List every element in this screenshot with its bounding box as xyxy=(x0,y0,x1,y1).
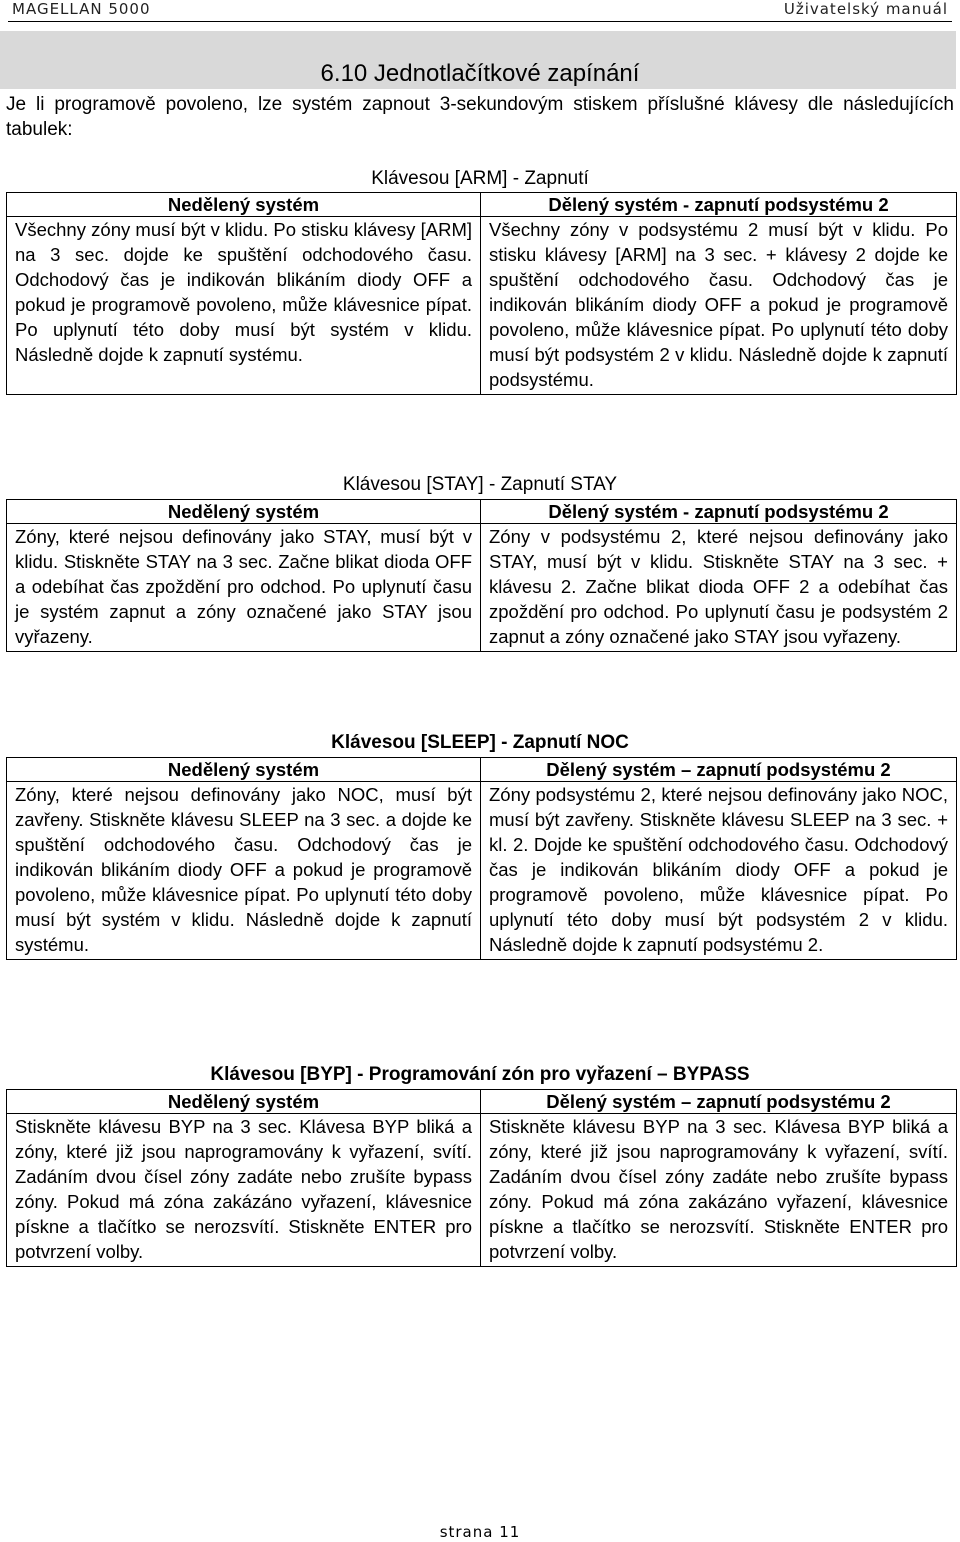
undivided-description: Zóny, které nejsou definovány jako STAY, musí být v klidu. Stiskněte STAY na 3 sec. Začne blikat dioda OFF a odebíhat čas zpoždění pro odchod. Po uplynutí času je systém zapnut a zóny označené jako STAY jsou vyřazeny. xyxy=(7,524,481,652)
table-row xyxy=(7,782,957,960)
table-header-row xyxy=(7,193,957,217)
undivided-description: Všechny zóny musí být v klidu. Po stisku klávesy [ARM] na 3 sec. dojde ke spuštění odchodového času. Odchodový čas je indikován blikáním diody OFF a pokud je programově povoleno, může klávesnice pípat. Po uplynutí této doby musí být systém v klidu. Následně dojde k zapnutí systému. xyxy=(7,217,481,395)
divided-description: Stiskněte klávesu BYP na 3 sec. Klávesa BYP bliká a zóny, které již jsou naprogramovány k vyřazení, svítí. Zadáním dvou čísel zóny zadáte nebo zrušíte bypass zóny. Pokud má zóna zakázáno vyřazení, klávesnice pískne a tlačítko se nerozsvítí. Stiskněte ENTER pro potvrzení volby. xyxy=(481,1114,957,1267)
page-number: strana 11 xyxy=(439,1523,521,1541)
divided-description: Zóny podsystému 2, které nejsou definovány jako NOC, musí být zavřeny. Stiskněte klávesu SLEEP na 3 sec. + kl. 2. Dojde ke spuštění odchodového času. Odchodový čas je indikován blikáním diody OFF a pokud je programově povoleno, může klávesnice pípat. Po uplynutí této doby musí být podsystém 2 v klidu. Následně dojde k zapnutí podsystému 2. xyxy=(481,782,957,960)
section-title: 6.10 Jednotlačítkové zapínání xyxy=(320,60,640,87)
column-header-divided: Dělený systém – zapnutí podsystému 2 xyxy=(481,1090,957,1114)
column-header-divided: Dělený systém – zapnutí podsystému 2 xyxy=(481,758,957,782)
column-header-undivided: Nedělený systém xyxy=(7,758,481,782)
table-row xyxy=(7,524,957,652)
table-row xyxy=(7,1114,957,1267)
table-header-row xyxy=(7,1090,957,1114)
column-header-divided: Dělený systém - zapnutí podsystému 2 xyxy=(481,500,957,524)
table-row xyxy=(7,217,957,395)
header-document-name: Uživatelský manuál xyxy=(783,0,948,18)
stay-table xyxy=(6,499,957,652)
column-header-undivided: Nedělený systém xyxy=(7,500,481,524)
header-rule xyxy=(8,21,952,22)
bypass-table-title: Klávesou [BYP] - Programování zón pro vyřazení – BYPASS xyxy=(210,1064,750,1085)
bypass-table xyxy=(6,1089,957,1267)
table-header-row xyxy=(7,758,957,782)
stay-table-title: Klávesou [STAY] - Zapnutí STAY xyxy=(342,474,618,495)
divided-description: Všechny zóny v podsystému 2 musí být v klidu. Po stisku klávesy [ARM] na 3 sec. + klávesy 2 dojde ke spuštění odchodového času. Odchodový čas je indikován blikáním diody OFF a pokud je programově povoleno, může klávesnice pípat. Po uplynutí této doby musí být podsystém 2 v klidu. Následně dojde k zapnutí podsystému. xyxy=(481,217,957,395)
undivided-description: Stiskněte klávesu BYP na 3 sec. Klávesa BYP bliká a zóny, které již jsou naprogramovány k vyřazení, svítí. Zadáním dvou čísel zóny zadáte nebo zrušíte bypass zóny. Pokud má zóna zakázáno vyřazení, klávesnice pískne a tlačítko se nerozsvítí. Stiskněte ENTER pro potvrzení volby. xyxy=(7,1114,481,1267)
table-header-row xyxy=(7,500,957,524)
undivided-description: Zóny, které nejsou definovány jako NOC, musí být zavřeny. Stiskněte klávesu SLEEP na 3 sec. a dojde ke spuštění odchodového času. Odchodový čas je indikován blikáním diody OFF a pokud je programově povoleno, může klávesnice pípat. Po uplynutí této doby musí být systém v klidu. Následně dojde k zapnutí systému. xyxy=(7,782,481,960)
arm-table-title: Klávesou [ARM] - Zapnutí xyxy=(371,168,589,189)
page-header xyxy=(8,0,952,22)
arm-table xyxy=(6,192,957,395)
sleep-table xyxy=(6,757,957,960)
divided-description: Zóny v podsystému 2, které nejsou definovány jako STAY, musí být v klidu. Stiskněte STAY na 3 sec. + klávesu 2. Začne blikat dioda OFF 2 a odebíhat čas zpoždění pro odchod. Po uplynutí času je podsystém 2 zapnut a zóny označené jako STAY jsou vyřazeny. xyxy=(481,524,957,652)
header-product-name: MAGELLAN 5000 xyxy=(12,0,151,18)
section-intro: Je li programově povoleno, lze systém zapnout 3-sekundovým stiskem příslušné klávesy dle následujících tabulek: xyxy=(6,94,954,140)
column-header-undivided: Nedělený systém xyxy=(7,1090,481,1114)
sleep-table-title: Klávesou [SLEEP] - Zapnutí NOC xyxy=(331,732,629,753)
column-header-divided: Dělený systém - zapnutí podsystému 2 xyxy=(481,193,957,217)
column-header-undivided: Nedělený systém xyxy=(7,193,481,217)
